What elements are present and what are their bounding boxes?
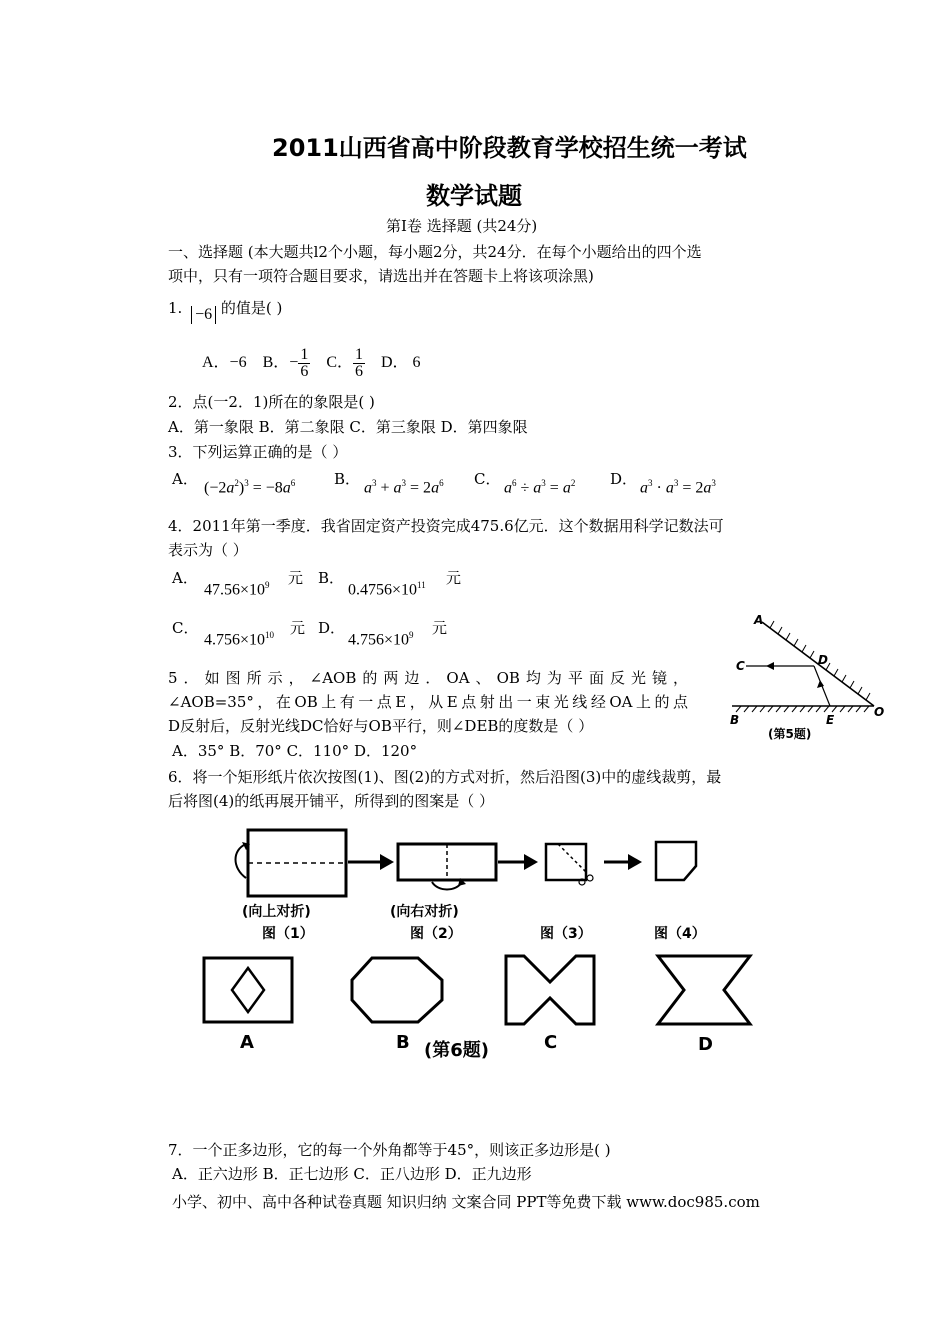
q1-option-b-denominator: 6	[300, 362, 309, 380]
q3-option-d-label: D．	[610, 470, 638, 488]
section-heading: 第Ⅰ卷 选择题 (共24分)	[386, 217, 538, 235]
option-b-octagon	[352, 958, 442, 1022]
q5-label-c: C	[736, 659, 745, 673]
instructions-line-2: 项中，只有一项符合题目要求，请选出并在答题卡上将该项涂黑)	[168, 267, 594, 285]
q4-option-b-unit: 元	[446, 569, 462, 587]
q7-stem: 7．一个正多边形，它的每一个外角都等于45°，则该正多边形是( )	[168, 1141, 611, 1159]
q3-option-a-label: A．	[172, 470, 198, 488]
fig3-cut-line	[558, 844, 586, 872]
q1-option-a: A．−6	[202, 354, 247, 371]
q4-stem-line-2: 表示为（ ）	[168, 541, 248, 559]
q4-option-c-unit: 元	[290, 619, 306, 637]
option-c-shape	[506, 956, 594, 1024]
q6-figure-caption: (第6题)	[424, 1040, 489, 1061]
q3-option-c-formula: $a^6 \div a^3 = a^2$	[504, 478, 576, 497]
option-a-label: A	[240, 1032, 254, 1053]
exam-subtitle: 数学试题	[426, 182, 522, 210]
q5-label-e: E	[826, 713, 835, 727]
fig1-fold-arrow	[236, 844, 247, 878]
q5-stem-line-3: D反射后，反射光线DC恰好与OB平行，则∠DEB的度数是（ ）	[168, 717, 594, 735]
q2-stem: 2．点(一2．1)所在的象限是( )	[168, 393, 375, 411]
scissors-icon-handle	[587, 875, 593, 881]
q4-option-d-label: D．	[318, 619, 346, 637]
option-a-diamond	[232, 968, 264, 1012]
q4-option-a-value: $47.56\times 10^9$	[204, 580, 270, 599]
mirror-ob-hatching	[736, 706, 869, 712]
q3-option-b-formula: $a^3 + a^3 = 2a^6$	[364, 478, 444, 497]
fig1-fold-label: (向上对折)	[242, 904, 311, 920]
q2-options: A．第一象限 B．第二象限 C．第三象限 D．第四象限	[168, 418, 528, 436]
q4-option-b-value: $0.4756\times 10^{11}$	[348, 580, 426, 599]
q3-option-b-label: B．	[334, 470, 361, 488]
instructions-line-1: 一、选择题 (本大题共l2个小题，每小题2分，共24分．在每个小题给出的四个选	[168, 243, 702, 261]
q6-stem-line-1: 6．将一个矩形纸片依次按图(1)、图(2)的方式对折，然后沿图(3)中的虚线裁剪，最	[168, 768, 722, 786]
q5-label-d: D	[818, 653, 828, 667]
q7-options: A．正六边形 B．正七边形 C．正八边形 D．正九边形	[172, 1165, 532, 1183]
arrow-2-head	[524, 854, 538, 870]
q1-option-c-numerator: 1	[355, 345, 363, 363]
q5-label-b: B	[730, 713, 740, 727]
fig2-caption: 图（2）	[410, 926, 462, 942]
q6-figure	[180, 820, 780, 1080]
option-b-label: B	[396, 1032, 410, 1053]
q5-stem-line-1: 5．如图所示，∠AOB的两边．OA、OB均为平面反光镜，	[168, 669, 688, 687]
arrow-1-head	[380, 854, 394, 870]
q3-option-d-formula: $a^3 \cdot a^3 = 2a^3$	[640, 478, 716, 497]
q5-label-o: O	[874, 705, 885, 719]
option-c-label: C	[544, 1032, 558, 1053]
q3-stem: 3．下列运算正确的是（ ）	[168, 443, 348, 461]
q1-question: 的值是( )	[220, 299, 283, 317]
q1-number: 1.	[168, 299, 183, 317]
q5-label-a: A	[754, 613, 764, 627]
ray-dc-arrow	[766, 662, 774, 670]
arrow-3-head	[628, 854, 642, 870]
q3-option-c-label: C．	[474, 470, 501, 488]
fig4-caption: 图（4）	[654, 926, 706, 942]
footer-text: 小学、初中、高中各种试卷真题 知识归纳 文案合同 PPT等免费下载 www.doc985.com	[172, 1193, 760, 1211]
option-d-label: D	[698, 1034, 713, 1055]
q4-option-c-label: C．	[172, 619, 199, 637]
q4-option-a-label: A．	[172, 569, 198, 587]
q1-option-c-denominator: 6	[355, 362, 363, 380]
q4-option-d-unit: 元	[432, 619, 448, 637]
q1-option-b-numerator: 1	[300, 345, 309, 363]
q5-figure-caption: (第5题)	[768, 727, 812, 741]
q5-options: A．35° B．70° C．110° D．120°	[172, 742, 418, 760]
exam-title: 2011山西省高中阶段教育学校招生统一考试	[272, 134, 747, 162]
q5-stem-line-2: ∠AOB=35°，在OB上有一点E，从E点射出一束光线经OA上的点	[168, 693, 688, 711]
fig2-fold-label: (向右对折)	[390, 904, 459, 920]
q4-option-d-value: $4.756\times 10^9$	[348, 630, 414, 649]
q3-option-a-formula: $(-2a^2)^3 = -8a^6$	[204, 478, 296, 497]
q4-stem-line-1: 4．2011年第一季度．我省固定资产投资完成475.6亿元．这个数据用科学记数法可	[168, 517, 724, 535]
q1-option-d: D． 6	[381, 354, 421, 371]
q4-option-c-value: $4.756\times 10^{10}$	[204, 630, 275, 649]
fig4-shape	[656, 842, 696, 880]
fig2-fold-arrow	[432, 882, 462, 890]
option-d-shape	[658, 956, 750, 1024]
q1-abs-expression: −6	[191, 306, 216, 324]
q1-option-b-label: B．	[262, 354, 290, 371]
q6-stem-line-2: 后将图(4)的纸再展开铺平，所得到的图案是（ ）	[168, 792, 495, 810]
q1-option-b-sign: −	[289, 354, 299, 371]
fig3-caption: 图（3）	[540, 926, 592, 942]
q1-options	[202, 341, 421, 385]
fig1-caption: 图（1）	[262, 926, 314, 942]
q5-figure	[722, 608, 892, 744]
q1-option-c-label: C．	[326, 354, 353, 371]
fig3-square	[546, 844, 586, 880]
q4-option-a-unit: 元	[288, 569, 304, 587]
q4-option-b-label: B．	[318, 569, 345, 587]
q1-stem	[168, 296, 283, 323]
q5-stem	[168, 666, 688, 738]
